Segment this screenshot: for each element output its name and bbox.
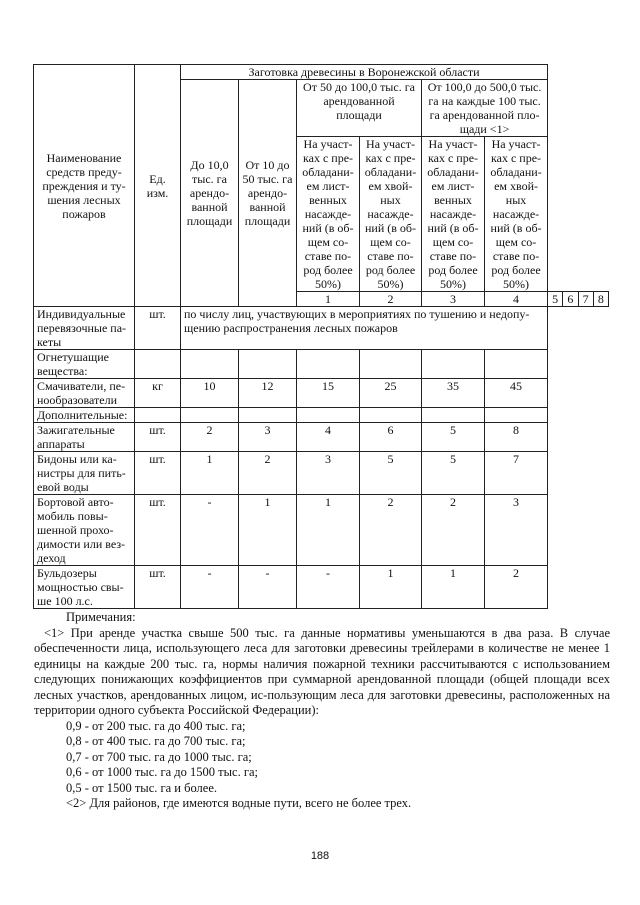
row-unit: шт.	[135, 307, 181, 350]
header-col7: На участ-ках с пре-обладани-ем лист-венных насажде-ний (в об-щем со-ставе по-род более 50%)	[422, 137, 485, 292]
cell-value: 2	[360, 495, 422, 566]
cell-value: 15	[297, 379, 360, 408]
cell-value: 5	[422, 423, 485, 452]
notes-heading: Примечания:	[66, 610, 136, 624]
notes-section	[34, 610, 610, 812]
header-col8: На участ-ках с пре-обладани-ем хвой-ных насажде-ний (в об-щем со-ставе по-род более 50%)	[485, 137, 548, 292]
cell-value: -	[297, 566, 360, 609]
note-1: <1> При аренде участка свыше 500 тыс. га данные нормативы уменьшаются в два раза. В случае обеспеченности лица, использующего леса для заготовки древесины трейлерами в количестве не менее 1 единицы на каждые 200 тыс. га, нормы наличия пожарной техники рассчитываются с использованием следующих понижающих коэффициентов при суммарной арендованной площади (общей площади всех лесных участков, арендованных лицом, ис-пользующим леса для заготовки древесины, расположенных на территории одного субъекта Российской Федерации):	[34, 625, 610, 717]
col-number: 5	[548, 292, 563, 307]
coefficient-item: 0,5 - от 1500 тыс. га и более.	[66, 780, 218, 795]
header-sub-50-100: От 50 до 100,0 тыс. га арендованной площади	[297, 80, 422, 137]
cell-value: 6	[360, 423, 422, 452]
cell-value: 12	[239, 379, 297, 408]
table-row	[34, 379, 609, 408]
header-col6: На участ-ках с пре-обладани-ем хвой-ных насажде-ний (в об-щем со-ставе по-род более 50%)	[360, 137, 422, 292]
cell-value: 5	[422, 452, 485, 495]
row-unit: шт.	[135, 495, 181, 566]
coefficient-item: 0,6 - от 1000 тыс. га до 1500 тыс. га;	[66, 765, 258, 779]
header-group: Заготовка древесины в Воронежской области	[181, 65, 548, 80]
cell-value: 25	[360, 379, 422, 408]
col-number: 2	[360, 292, 422, 307]
cell-value: 3	[239, 423, 297, 452]
cell-value: 2	[181, 423, 239, 452]
cell-value: 2	[239, 452, 297, 495]
row-note: по числу лиц, участвующих в мероприятиях по тушению и недопу-щению распространения лесных пожаров	[181, 307, 548, 350]
row-name: Бидоны или ка-нистры для пить-евой воды	[34, 452, 135, 495]
col-number: 3	[422, 292, 485, 307]
coefficient-item: 0,9 - от 200 тыс. га до 400 тыс. га;	[66, 718, 246, 733]
coefficient-item: 0,7 - от 700 тыс. га до 1000 тыс. га;	[66, 749, 252, 764]
cell-value: 7	[485, 452, 548, 495]
row-unit: шт.	[135, 566, 181, 609]
header-col3: До 10,0 тыс. га арендо-ванной площади	[181, 80, 239, 307]
row-name: Индивидуальные перевязочные па-кеты	[34, 307, 135, 350]
cell-value: 4	[297, 423, 360, 452]
row-name: Смачиватели, пе-нообразователи	[34, 379, 135, 408]
cell-value: 2	[422, 495, 485, 566]
row-unit: кг	[135, 379, 181, 408]
cell-value: -	[181, 495, 239, 566]
table-row	[34, 566, 609, 609]
cell-value: 1	[239, 495, 297, 566]
fire-equipment-norms-table	[33, 64, 609, 609]
cell-value: 1	[297, 495, 360, 566]
table-row	[34, 350, 609, 379]
cell-value: 5	[360, 452, 422, 495]
cell-value: -	[181, 566, 239, 609]
col-number: 4	[485, 292, 548, 307]
col-number: 6	[563, 292, 578, 307]
cell-value: 3	[485, 495, 548, 566]
table-row	[34, 423, 609, 452]
coefficient-item: 0,8 - от 400 тыс. га до 700 тыс. га;	[66, 734, 246, 748]
header-col4: От 10 до 50 тыс. га арендо-ванной площади	[239, 80, 297, 307]
cell-value: -	[239, 566, 297, 609]
cell-value: 35	[422, 379, 485, 408]
row-name: Дополнительные:	[34, 408, 135, 423]
col-number: 1	[297, 292, 360, 307]
cell-value: 1	[360, 566, 422, 609]
header-col5: На участ-ках с пре-обладани-ем лист-венных насажде-ний (в об-щем со-ставе по-род более 50%)	[297, 137, 360, 292]
row-name: Зажигательные аппараты	[34, 423, 135, 452]
cell-value: 10	[181, 379, 239, 408]
page-number: 188	[310, 850, 330, 862]
header-sub-100-500: От 100,0 до 500,0 тыс. га на каждые 100 тыс. га арендованной пло-щади <1>	[422, 80, 548, 137]
cell-value: 8	[485, 423, 548, 452]
cell-value: 1	[181, 452, 239, 495]
cell-value: 1	[422, 566, 485, 609]
row-unit: шт.	[135, 452, 181, 495]
cell-value: 3	[297, 452, 360, 495]
header-name: Наименование средств преду-преждения и ту-шения лесных пожаров	[34, 65, 135, 307]
table-row	[34, 495, 609, 566]
table-row	[34, 408, 609, 423]
row-name: Огнетушащие вещества:	[34, 350, 135, 379]
table-row	[34, 307, 609, 350]
table-row	[34, 452, 609, 495]
col-number: 8	[593, 292, 608, 307]
note-2: <2> Для районов, где имеются водные пути, всего не более трех.	[66, 796, 412, 810]
row-name: Бортовой авто-мобиль повы-шенной прохо-димости или вез-деход	[34, 495, 135, 566]
header-unit: Ед. изм.	[135, 65, 181, 307]
cell-value: 45	[485, 379, 548, 408]
row-name: Бульдозеры мощностью свы-ше 100 л.с.	[34, 566, 135, 609]
col-number: 7	[578, 292, 593, 307]
row-unit: шт.	[135, 423, 181, 452]
cell-value: 2	[485, 566, 548, 609]
